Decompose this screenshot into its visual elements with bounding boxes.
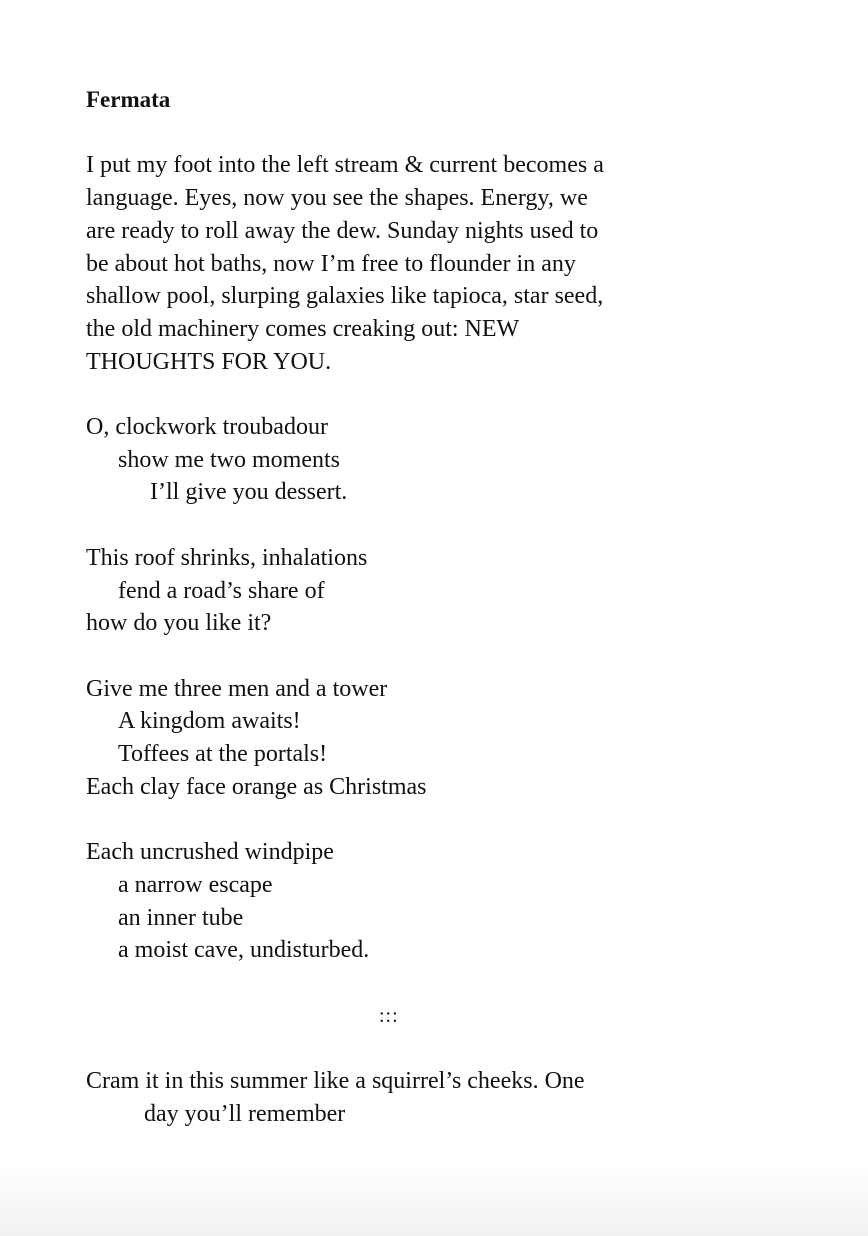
prose-line: I put my foot into the left stream & current becomes a bbox=[86, 152, 604, 179]
verse-line: fend a road’s share of bbox=[118, 577, 325, 604]
prose-line: the old machinery comes creaking out: NEW bbox=[86, 315, 520, 342]
verse-line: Cram it in this summer like a squirrel’s cheeks. One bbox=[86, 1067, 585, 1094]
verse-line: Toffees at the portals! bbox=[118, 741, 328, 767]
stanza-troubadour bbox=[86, 411, 726, 509]
section-separator: ::: bbox=[379, 1004, 399, 1027]
prose-line: be about hot baths, now I’m free to flounder in any bbox=[86, 250, 576, 277]
verse-line: how do you like it? bbox=[86, 610, 272, 637]
verse-line: This roof shrinks, inhalations bbox=[86, 544, 368, 571]
prose-stanza bbox=[86, 149, 726, 378]
poem-title: Fermata bbox=[86, 87, 171, 112]
verse-line: an inner tube bbox=[118, 904, 244, 931]
prose-line: shallow pool, slurping galaxies like tapioca, star seed, bbox=[86, 283, 604, 310]
poem bbox=[86, 84, 726, 1163]
verse-line: Give me three men and a tower bbox=[86, 675, 388, 702]
stanza-summer bbox=[86, 1065, 726, 1130]
verse-line: show me two moments bbox=[118, 446, 340, 473]
prose-line: language. Eyes, now you see the shapes. Energy, we bbox=[86, 185, 588, 212]
stanza-windpipe bbox=[86, 836, 726, 967]
verse-line: O, clockwork troubadour bbox=[86, 414, 328, 440]
verse-line: Each uncrushed windpipe bbox=[86, 839, 334, 866]
stanza-tower bbox=[86, 673, 726, 804]
verse-line: a narrow escape bbox=[118, 871, 273, 898]
prose-line: are ready to roll away the dew. Sunday nights used to bbox=[86, 217, 599, 244]
verse-line: A kingdom awaits! bbox=[118, 708, 301, 735]
verse-line: day you’ll remember bbox=[144, 1100, 346, 1127]
prose-line: THOUGHTS FOR YOU. bbox=[86, 348, 332, 375]
verse-line: I’ll give you dessert. bbox=[150, 479, 348, 506]
verse-line: a moist cave, undisturbed. bbox=[118, 937, 370, 964]
stanza-roof bbox=[86, 542, 726, 640]
page-bottom-shadow bbox=[0, 1166, 868, 1236]
verse-line: Each clay face orange as Christmas bbox=[86, 773, 427, 800]
